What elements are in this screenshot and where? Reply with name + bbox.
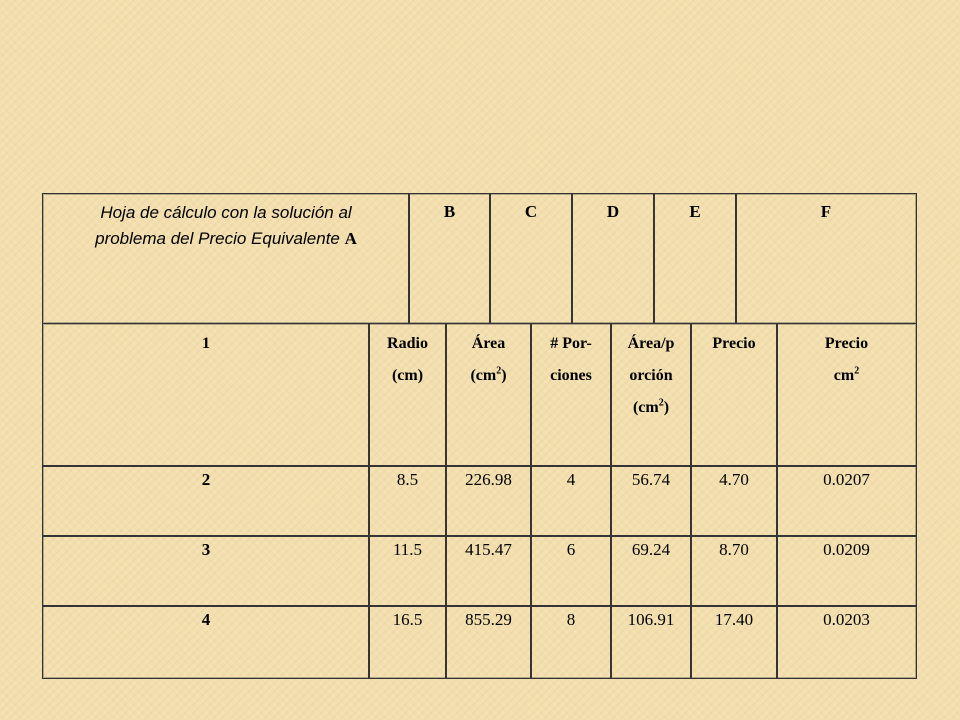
row-3-precio-cm2 — [776, 535, 917, 607]
header-precio-cm2-line-1: Precio — [824, 335, 869, 352]
row-4-precio — [690, 605, 778, 679]
row-2-number — [42, 465, 370, 537]
row-2-porciones-value: 4 — [566, 470, 576, 489]
row-4-precio-value: 17.40 — [714, 610, 754, 629]
header-area-line-1: Área — [471, 335, 506, 352]
row-3-radio — [368, 535, 447, 607]
header-precio — [690, 323, 778, 467]
header-porciones — [530, 323, 612, 467]
row-4-number — [42, 605, 370, 679]
row-4-area-porcion-value: 106.91 — [627, 610, 675, 629]
header-area-porcion-line-1: Área/p — [627, 335, 675, 352]
column-letter-a: A — [344, 229, 357, 248]
row-4-porciones — [530, 605, 612, 679]
row-4-area-value: 855.29 — [465, 610, 512, 629]
row-2-number-text: 2 — [201, 470, 211, 489]
column-letter-b — [408, 193, 491, 324]
header-area-exponent: 2 — [496, 365, 502, 377]
column-letter-d-text: D — [606, 202, 620, 221]
header-area-porcion-line-3 — [611, 392, 691, 424]
row-2-precio-cm2-value: 0.0207 — [823, 470, 870, 489]
row-4-radio — [368, 605, 447, 679]
row-3-number — [42, 535, 370, 607]
sheet-title-line-2 — [43, 226, 409, 252]
header-area-porcion-unit: (cm — [632, 399, 659, 416]
row-3-precio-value: 8.70 — [719, 540, 749, 559]
header-area-porcion-line-2: orción — [629, 367, 673, 384]
row-2-porciones — [530, 465, 612, 537]
sheet-title-line-1: Hoja de cálculo con la solución al — [100, 203, 352, 222]
column-letter-f-text: F — [820, 202, 832, 221]
header-precio-cm2-line-2 — [777, 360, 916, 392]
row-4-precio-cm2-value: 0.0203 — [823, 610, 870, 629]
header-precio-cm2 — [776, 323, 917, 467]
column-letter-e-text: E — [689, 202, 701, 221]
row-3-area-porcion-value: 69.24 — [631, 540, 671, 559]
row-2-area-porcion-value: 56.74 — [631, 470, 671, 489]
row-3-porciones — [530, 535, 612, 607]
header-radio — [368, 323, 447, 467]
row-2-precio-value: 4.70 — [719, 470, 749, 489]
header-precio-cm2-exponent: 2 — [854, 365, 860, 377]
row-2-radio — [368, 465, 447, 537]
row-3-radio-value: 11.5 — [392, 540, 423, 559]
sheet-title-line-2-text: problema del Precio Equivalente — [95, 229, 340, 248]
row-3-precio — [690, 535, 778, 607]
row-4-radio-value: 16.5 — [392, 610, 423, 629]
header-area — [445, 323, 532, 467]
row-4-area — [445, 605, 532, 679]
row-2-area-porcion — [610, 465, 692, 537]
row-3-area-value: 415.47 — [465, 540, 512, 559]
header-precio-text: Precio — [712, 335, 756, 352]
header-area-line-2 — [446, 360, 531, 392]
row-3-porciones-value: 6 — [566, 540, 576, 559]
row-4-porciones-value: 8 — [566, 610, 576, 629]
header-area-paren: ) — [501, 367, 507, 384]
header-porciones-line-1: # Por- — [550, 335, 592, 352]
header-area-porcion-paren: ) — [663, 399, 670, 416]
row-3-area-porcion — [610, 535, 692, 607]
column-letter-c-text: C — [524, 202, 538, 221]
column-letter-f — [735, 193, 917, 324]
row-1-number — [42, 323, 370, 467]
row-3-number-text: 3 — [201, 540, 211, 559]
header-radio-line-2: (cm) — [391, 367, 424, 384]
header-area-porcion-exponent: 2 — [658, 397, 664, 409]
row-2-area-value: 226.98 — [465, 470, 512, 489]
column-letter-d — [571, 193, 655, 324]
sheet-title-cell — [42, 193, 410, 324]
row-4-area-porcion — [610, 605, 692, 679]
column-letter-b-text: B — [443, 202, 456, 221]
row-2-radio-value: 8.5 — [396, 470, 419, 489]
column-letter-e — [653, 193, 737, 324]
row-2-precio — [690, 465, 778, 537]
row-1-number-text: 1 — [202, 335, 210, 352]
row-2-precio-cm2 — [776, 465, 917, 537]
row-4-number-text: 4 — [201, 610, 211, 629]
row-2-area — [445, 465, 532, 537]
header-radio-line-1: Radio — [387, 335, 428, 352]
column-letter-c — [489, 193, 573, 324]
header-area-unit: (cm — [470, 367, 497, 384]
row-3-precio-cm2-value: 0.0209 — [823, 540, 870, 559]
row-4-precio-cm2 — [776, 605, 917, 679]
header-precio-cm2-unit: cm — [833, 367, 855, 384]
header-area-porcion — [610, 323, 692, 467]
header-porciones-line-2: ciones — [550, 367, 592, 384]
row-3-area — [445, 535, 532, 607]
